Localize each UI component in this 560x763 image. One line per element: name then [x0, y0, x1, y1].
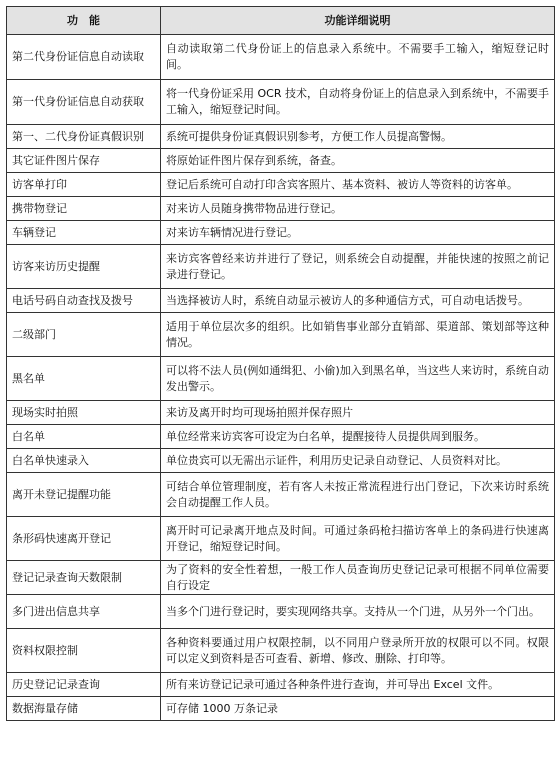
feature-description: 单位贵宾可以无需出示证件，利用历史记录自动登记、人员资料对比。 [161, 449, 555, 473]
feature-description: 登记后系统可自动打印含宾客照片、基本资料、被访人等资料的访客单。 [161, 173, 555, 197]
table-row [7, 80, 555, 125]
table-header-row [7, 7, 555, 35]
feature-name: 资料权限控制 [7, 629, 161, 673]
feature-description: 对来访车辆情况进行登记。 [161, 221, 555, 245]
feature-name: 登记记录查询天数限制 [7, 561, 161, 595]
feature-description: 对来访人员随身携带物品进行登记。 [161, 197, 555, 221]
feature-name: 访客来访历史提醒 [7, 245, 161, 289]
feature-description: 将原始证件图片保存到系统，备查。 [161, 149, 555, 173]
table-row [7, 289, 555, 313]
table-row [7, 425, 555, 449]
table-row [7, 629, 555, 673]
feature-name: 第一、二代身份证真假识别 [7, 125, 161, 149]
feature-description: 所有来访登记记录可通过各种条件进行查询，并可导出 Excel 文件。 [161, 673, 555, 697]
feature-name: 条形码快速离开登记 [7, 517, 161, 561]
feature-name: 携带物登记 [7, 197, 161, 221]
feature-description: 自动读取第二代身份证上的信息录入系统中。不需要手工输入，缩短登记时间。 [161, 35, 555, 80]
table-row [7, 449, 555, 473]
feature-name: 其它证件图片保存 [7, 149, 161, 173]
feature-description: 可以将不法人员(例如通缉犯、小偷)加入到黑名单，当这些人来访时，系统自动发出警示。 [161, 357, 555, 401]
table-row [7, 125, 555, 149]
feature-name: 电话号码自动查找及拨号 [7, 289, 161, 313]
feature-name: 白名单快速录入 [7, 449, 161, 473]
feature-name: 黑名单 [7, 357, 161, 401]
feature-description: 将一代身份证采用 OCR 技术，自动将身份证上的信息录入到系统中，不需要手工输入，缩短登记时间。 [161, 80, 555, 125]
feature-description: 可存储 1000 万条记录 [161, 697, 555, 721]
table-row [7, 673, 555, 697]
feature-description: 当选择被访人时，系统自动显示被访人的多种通信方式，可自动电话拨号。 [161, 289, 555, 313]
header-feature: 功 能 [7, 7, 161, 35]
table-row [7, 561, 555, 595]
feature-description: 适用于单位层次多的组织。比如销售事业部分直销部、渠道部、策划部等这种情况。 [161, 313, 555, 357]
feature-description: 系统可提供身份证真假识别参考，方便工作人员提高警惕。 [161, 125, 555, 149]
feature-name: 多门进出信息共享 [7, 595, 161, 629]
feature-name: 离开未登记提醒功能 [7, 473, 161, 517]
table-row [7, 595, 555, 629]
table-row [7, 313, 555, 357]
feature-table [6, 6, 555, 721]
feature-description: 为了资料的安全性着想，一般工作人员查询历史登记记录可根据不同单位需要自行设定 [161, 561, 555, 595]
feature-description: 可结合单位管理制度，若有客人未按正常流程进行出门登记，下次来访时系统会自动提醒工作人员。 [161, 473, 555, 517]
feature-name: 白名单 [7, 425, 161, 449]
table-row [7, 221, 555, 245]
table-row [7, 35, 555, 80]
table-row [7, 149, 555, 173]
feature-description: 来访及离开时均可现场拍照并保存照片 [161, 401, 555, 425]
feature-name: 历史登记记录查询 [7, 673, 161, 697]
table-row [7, 517, 555, 561]
table-row [7, 357, 555, 401]
feature-description: 单位经常来访宾客可设定为白名单，提醒接待人员提供周到服务。 [161, 425, 555, 449]
feature-name: 第二代身份证信息自动读取 [7, 35, 161, 80]
table-row [7, 197, 555, 221]
table-row [7, 173, 555, 197]
table-row [7, 245, 555, 289]
feature-name: 车辆登记 [7, 221, 161, 245]
header-description: 功能详细说明 [161, 7, 555, 35]
feature-name: 现场实时拍照 [7, 401, 161, 425]
feature-name: 第一代身份证信息自动获取 [7, 80, 161, 125]
feature-description: 离开时可记录离开地点及时间。可通过条码枪扫描访客单上的条码进行快速离开登记，缩短登记时间。 [161, 517, 555, 561]
table-row [7, 697, 555, 721]
feature-name: 访客单打印 [7, 173, 161, 197]
feature-description: 各种资料要通过用户权限控制，以不同用户登录所开放的权限可以不同。权限可以定义到资料是否可查看、新增、修改、删除、打印等。 [161, 629, 555, 673]
table-row [7, 401, 555, 425]
feature-description: 来访宾客曾经来访并进行了登记，则系统会自动提醒，并能快速的按照之前记录进行登记。 [161, 245, 555, 289]
feature-name: 二级部门 [7, 313, 161, 357]
feature-description: 当多个门进行登记时，要实现网络共享。支持从一个门进，从另外一个门出。 [161, 595, 555, 629]
table-row [7, 473, 555, 517]
feature-name: 数据海量存储 [7, 697, 161, 721]
